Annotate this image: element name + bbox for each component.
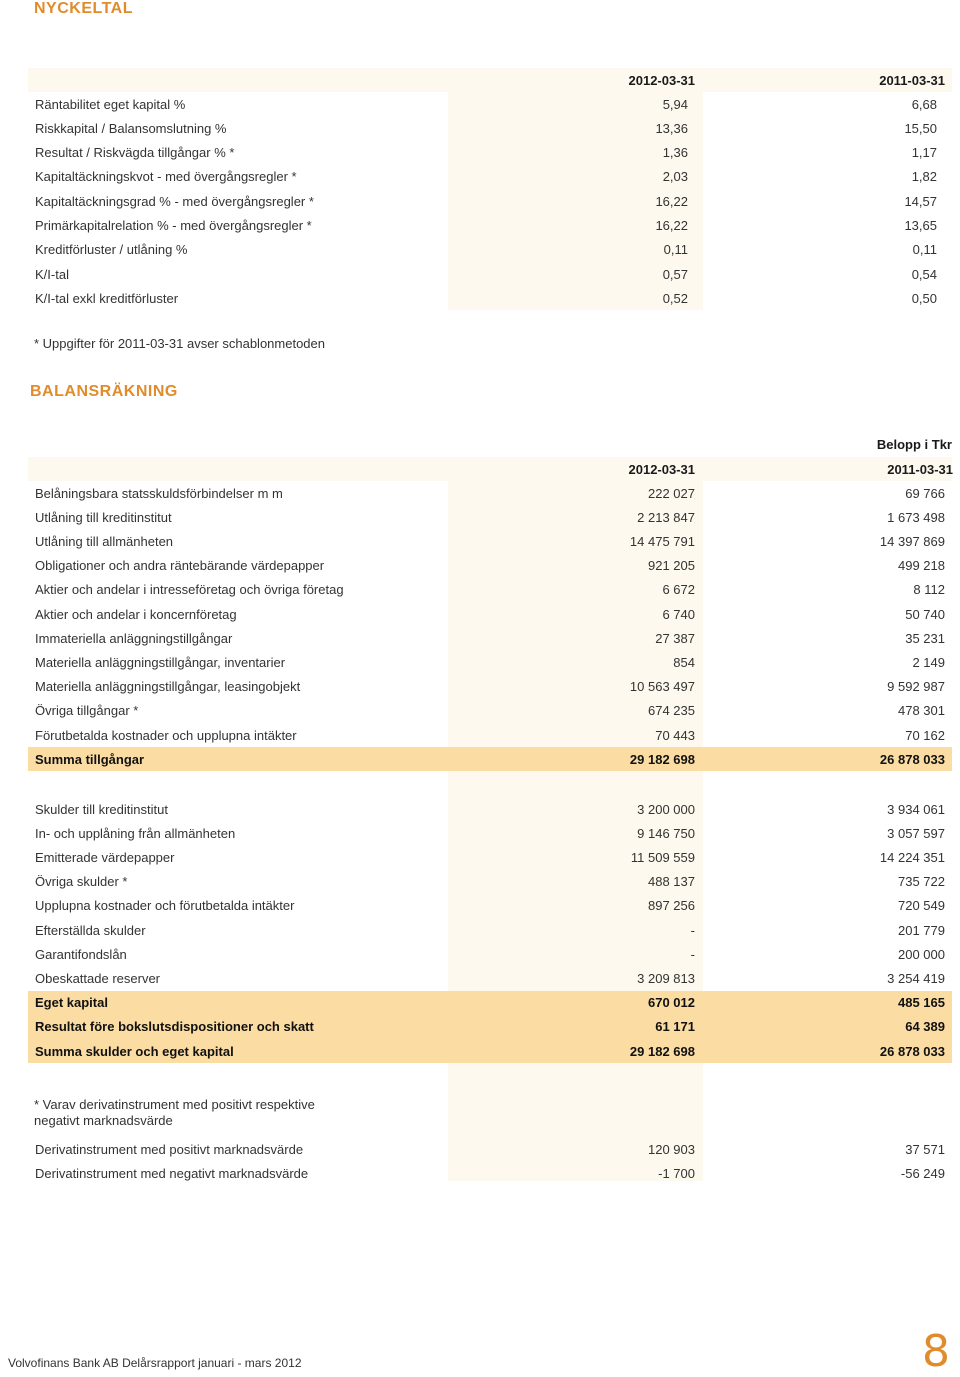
row-value-2012: 2,03 — [662, 169, 688, 185]
row-label: Garantifondslån — [35, 946, 127, 962]
row-value-2011: 201 779 — [898, 922, 945, 938]
row-value-2012: 9 146 750 — [637, 825, 695, 841]
row-value-2012: 11 509 559 — [630, 849, 695, 865]
row-value-2011: 720 549 — [898, 898, 945, 914]
row-value-2011: 3 057 597 — [887, 825, 945, 841]
row-label: Övriga tillgångar * — [35, 703, 139, 719]
page-number: 8 — [922, 1326, 950, 1377]
row-value-2011: 8 112 — [913, 582, 945, 598]
row-value-2012: 0,11 — [663, 242, 688, 258]
row-value-2011: 50 740 — [905, 606, 945, 622]
balans-unit: Belopp i Tkr — [876, 437, 952, 452]
table-row — [28, 529, 952, 553]
row-label: Riskkapital / Balansomslutning % — [35, 120, 227, 136]
row-value-2012: 0,52 — [662, 290, 688, 306]
table-row — [28, 602, 952, 626]
table-row — [28, 991, 952, 1015]
row-value-2011: 37 571 — [905, 1141, 945, 1157]
row-value-2012: 3 200 000 — [637, 801, 695, 817]
nyckeltal-header-bg — [28, 68, 952, 92]
row-label: K/I-tal — [35, 266, 69, 282]
row-label: Kreditförluster / utlåning % — [35, 242, 188, 258]
balans-col1-header: 2012-03-31 — [628, 462, 695, 477]
row-label: Förutbetalda kostnader och upplupna intäkter — [35, 727, 297, 743]
row-value-2012: 10 563 497 — [629, 679, 695, 695]
row-value-2011: 14 397 869 — [879, 533, 945, 549]
table-row — [28, 894, 952, 918]
row-label: Skulder till kreditinstitut — [35, 801, 168, 817]
row-value-2012: 61 171 — [655, 1019, 695, 1035]
row-value-2011: 6,68 — [911, 96, 937, 112]
row-label: Summa tillgångar — [35, 751, 145, 767]
table-row — [28, 797, 952, 821]
row-label: Summa skulder och eget kapital — [35, 1043, 234, 1059]
row-label: Materiella anläggningstillgångar, leasingobjekt — [35, 679, 301, 695]
row-label: Räntabilitet eget kapital % — [35, 96, 186, 112]
table-row — [28, 116, 952, 140]
row-value-2011: 0,54 — [911, 266, 937, 282]
table-row — [28, 821, 952, 845]
row-label: Materiella anläggningstillgångar, inventarier — [35, 654, 286, 670]
row-value-2012: 5,94 — [662, 96, 688, 112]
table-row — [28, 1015, 952, 1039]
row-label: K/I-tal exkl kreditförluster — [35, 290, 179, 306]
row-value-2011: 69 766 — [905, 485, 945, 501]
table-row — [28, 505, 952, 529]
table-row — [28, 554, 952, 578]
row-label: Derivatinstrument med negativt marknadsvärde — [35, 1165, 309, 1181]
table-row — [28, 238, 952, 262]
row-value-2012: 6 672 — [662, 582, 695, 598]
row-label: Upplupna kostnader och förutbetalda intäkter — [35, 898, 295, 914]
row-label: Övriga skulder * — [35, 874, 128, 890]
table-row — [28, 189, 952, 213]
row-value-2012: 13,36 — [655, 120, 688, 136]
table-row — [28, 699, 952, 723]
row-value-2012: 14 475 791 — [629, 533, 695, 549]
row-value-2011: 9 592 987 — [887, 679, 945, 695]
row-value-2011: 15,50 — [904, 120, 937, 136]
row-value-2011: 485 165 — [898, 995, 945, 1011]
row-value-2012: 854 — [673, 654, 695, 670]
row-value-2012: 29 182 698 — [629, 1043, 695, 1059]
row-value-2012: 674 235 — [648, 703, 695, 719]
row-value-2012: - — [690, 922, 695, 938]
table-row — [28, 92, 952, 116]
balans-header-bg — [28, 457, 952, 481]
row-value-2012: 897 256 — [648, 898, 695, 914]
row-value-2011: 2 149 — [912, 654, 945, 670]
row-value-2012: 488 137 — [648, 874, 695, 890]
row-label: Resultat / Riskvägda tillgångar % * — [35, 145, 235, 161]
row-value-2011: -56 249 — [900, 1165, 945, 1181]
row-label: Emitterade värdepapper — [35, 849, 175, 865]
row-label: Derivatinstrument med positivt marknadsvärde — [35, 1141, 304, 1157]
row-value-2012: 222 027 — [648, 485, 695, 501]
table-row — [28, 966, 952, 990]
table-row — [28, 141, 952, 165]
row-value-2011: 1 673 498 — [887, 509, 945, 525]
row-value-2011: 26 878 033 — [879, 1043, 945, 1059]
nyckeltal-col1-header: 2012-03-31 — [628, 73, 695, 88]
table-row — [28, 262, 952, 286]
row-value-2012: 120 903 — [648, 1141, 695, 1157]
table-row — [28, 675, 952, 699]
row-value-2011: 735 722 — [898, 874, 945, 890]
row-value-2012: 16,22 — [655, 218, 688, 233]
row-label: Aktier och andelar i intresseföretag och övriga företag — [35, 582, 344, 598]
derivatives-note: * Varav derivatinstrument med positivt respektive negativt marknadsvärde — [34, 1097, 315, 1128]
table-row — [28, 870, 952, 894]
table-row — [28, 481, 952, 505]
row-value-2011: 200 000 — [898, 946, 945, 962]
row-value-2011: 70 162 — [905, 727, 945, 743]
row-value-2011: 35 231 — [905, 630, 945, 646]
table-row — [28, 845, 952, 869]
table-row — [28, 747, 952, 771]
table-row — [28, 626, 952, 650]
row-value-2011: 1,17 — [911, 145, 937, 161]
table-row — [28, 1161, 952, 1185]
row-label: Primärkapitalrelation % - med övergångsregler * — [35, 218, 312, 233]
row-value-2012: 3 209 813 — [637, 970, 695, 986]
row-value-2011: 0,50 — [911, 290, 937, 306]
table-row — [28, 165, 952, 189]
row-value-2012: 0,57 — [662, 266, 688, 282]
row-value-2011: 3 254 419 — [887, 970, 945, 986]
row-label: Kapitaltäckningskvot - med övergångsregler * — [35, 169, 297, 185]
row-label: Utlåning till kreditinstitut — [35, 509, 172, 525]
table-row — [28, 942, 952, 966]
row-value-2011: 1,82 — [911, 169, 937, 185]
row-value-2012: -1 700 — [658, 1165, 695, 1181]
row-label: Obligationer och andra räntebärande värdepapper — [35, 558, 325, 574]
row-value-2012: 1,36 — [662, 145, 688, 161]
row-label: Resultat före bokslutsdispositioner och skatt — [35, 1019, 314, 1035]
table-row — [28, 1039, 952, 1063]
row-value-2012: 2 213 847 — [637, 509, 695, 525]
balans-col2-header: 2011-03-31 — [887, 462, 953, 477]
row-value-2012: 70 443 — [655, 727, 695, 743]
row-value-2011: 14,57 — [904, 193, 937, 209]
table-row — [28, 1137, 952, 1161]
row-value-2012: 29 182 698 — [629, 751, 695, 767]
table-row — [28, 650, 952, 674]
table-row — [28, 918, 952, 942]
table-row — [28, 286, 952, 310]
row-value-2011: 0,11 — [912, 242, 937, 258]
row-value-2011: 14 224 351 — [879, 849, 945, 865]
table-row — [28, 723, 952, 747]
nyckeltal-col2-header: 2011-03-31 — [879, 73, 945, 88]
row-label: Aktier och andelar i koncernföretag — [35, 606, 237, 622]
row-value-2012: - — [690, 946, 695, 962]
row-value-2011: 499 218 — [898, 558, 945, 574]
nyckeltal-title: NYCKELTAL — [34, 0, 134, 17]
row-value-2012: 670 012 — [648, 995, 695, 1011]
row-label: Belåningsbara statsskuldsförbindelser m m — [35, 485, 283, 501]
row-label: Efterställda skulder — [35, 922, 146, 938]
row-value-2011: 3 934 061 — [887, 801, 945, 817]
row-value-2011: 478 301 — [898, 703, 945, 719]
row-label: Utlåning till allmänheten — [35, 533, 174, 549]
row-label: Kapitaltäckningsgrad % - med övergångsregler * — [35, 193, 314, 209]
row-value-2011: 64 389 — [905, 1019, 945, 1035]
row-label: Eget kapital — [35, 995, 108, 1011]
row-label: Obeskattade reserver — [35, 970, 161, 986]
balans-title: BALANSRÄKNING — [30, 383, 178, 400]
row-value-2012: 6 740 — [662, 606, 695, 622]
table-row — [28, 578, 952, 602]
footer-text: Volvofinans Bank AB Delårsrapport januari - mars 2012 — [8, 1356, 302, 1370]
row-value-2011: 26 878 033 — [879, 751, 945, 767]
row-value-2011: 13,65 — [904, 218, 937, 233]
row-value-2012: 27 387 — [655, 630, 695, 646]
row-label: Immateriella anläggningstillgångar — [35, 630, 233, 646]
row-value-2012: 16,22 — [655, 193, 688, 209]
row-value-2012: 921 205 — [648, 558, 695, 574]
nyckeltal-note: * Uppgifter för 2011-03-31 avser schablonmetoden — [34, 336, 325, 351]
table-row — [28, 214, 952, 238]
row-label: In- och upplåning från allmänheten — [35, 825, 236, 841]
